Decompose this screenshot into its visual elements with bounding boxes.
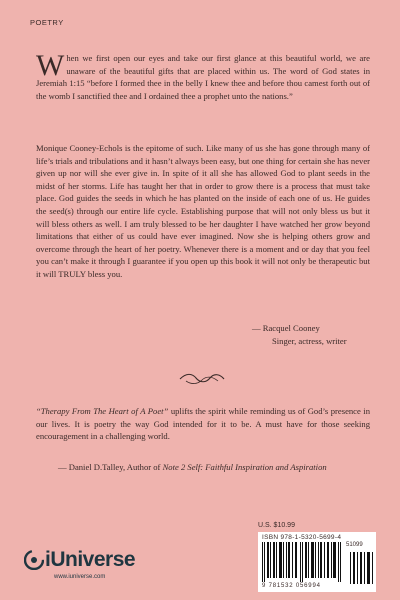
genre-label: POETRY bbox=[30, 18, 64, 27]
isbn-barcode bbox=[258, 532, 376, 592]
barcode-digits: 9 781532 056994 bbox=[262, 583, 321, 589]
addon-number: 51099 bbox=[346, 542, 363, 548]
signature-role: Singer, actress, writer bbox=[272, 336, 347, 346]
addon-barcode-icon bbox=[350, 552, 374, 584]
signature bbox=[252, 322, 347, 348]
attribution-prefix: — Daniel D.Talley, Author of bbox=[58, 462, 163, 472]
iuniverse-logo-icon bbox=[24, 550, 44, 570]
publisher-url: www.iuniverse.com bbox=[54, 574, 106, 580]
barcode-icon bbox=[262, 542, 344, 582]
signature-name: — Racquel Cooney bbox=[252, 323, 320, 333]
endorsement-quote bbox=[36, 405, 370, 443]
drop-cap: W bbox=[36, 49, 65, 82]
quote-text: uplifts the spirit while reminding us of God’s presence in our lives. It is poetry the way God intended for it to be. A must have for those seeking encouragement in a challenging world. bbox=[36, 406, 370, 442]
intro-paragraph bbox=[36, 49, 370, 102]
bio-paragraph: Monique Cooney-Echols is the epitome of such. Like many of us she has gone through many of life’s trials and tribulations and it hasn’t always been easy, but one thing for certain she has never given up nor will she ever give in. In spite of it all she has allowed God to plant seeds in the midst of her storms. Life has taught her that in order to grow there is a process that must take place. God guides the seeds in which he has planted on the inside of each one of us. He guides the seed(s) through our entire life cycle. Establishing purpose that will not only bless us but it will bless others as well. I am truly blessed to be her daughter I have watched her grow beyond limitations that either of us could have ever imagined. Now she is helping others grow and overcome through the heart of her poetry. Whenever there is a moment and or day that you feel you can’t make it through I guarantee if you open up this book it will not only be therapeutic but it will TRULY bless you. bbox=[36, 143, 370, 279]
isbn-label: ISBN 978-1-5320-5699-4 bbox=[262, 534, 342, 541]
price-label: U.S. $10.99 bbox=[258, 522, 295, 529]
swirl-ornament-icon bbox=[178, 372, 226, 386]
publisher-logo bbox=[24, 548, 136, 580]
intro-text: hen we first open our eyes and take our first glance at this beautiful world, we are unaware of the beautiful gifts that are placed within us. The word of God states in Jeremiah 1:15 “before I formed thee in the belly I knew thee and before thou camest forth out of the womb I sanctified thee and I ordained thee a prophet unto the nations.” bbox=[36, 53, 370, 101]
attribution-book: Note 2 Self: Faithful Inspiration and Aspiration bbox=[162, 462, 327, 472]
endorsement-attribution bbox=[58, 462, 378, 472]
publisher-name: iUniverse bbox=[45, 548, 136, 571]
barcode-addon bbox=[346, 542, 363, 548]
quote-book-title: “Therapy From The Heart of A Poet” bbox=[36, 406, 169, 416]
